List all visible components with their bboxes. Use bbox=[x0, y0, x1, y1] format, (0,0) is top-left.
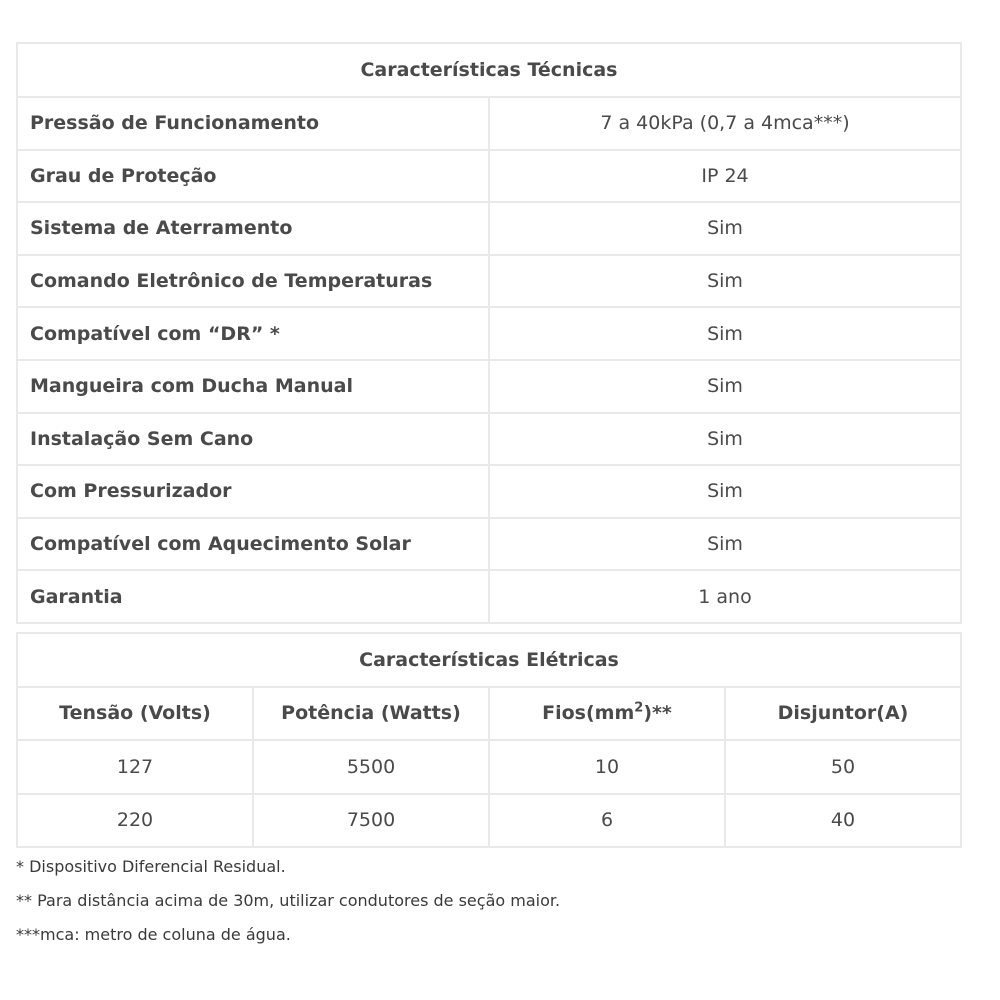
table-row bbox=[17, 307, 961, 360]
footnote-mca: ***mca: metro de coluna de água. bbox=[16, 925, 291, 944]
table-row bbox=[17, 255, 961, 308]
row-value: Sim bbox=[489, 307, 961, 360]
table-row bbox=[17, 465, 961, 518]
table-row bbox=[17, 97, 961, 150]
cell-fios: 6 bbox=[489, 794, 725, 848]
row-label: Sistema de Aterramento bbox=[17, 202, 489, 255]
row-value: 1 ano bbox=[489, 570, 961, 623]
fios-header-suffix: )** bbox=[643, 702, 672, 725]
cell-disjuntor: 40 bbox=[725, 794, 961, 848]
footnotes bbox=[16, 850, 560, 952]
column-header-fios bbox=[489, 687, 725, 741]
cell-potencia: 5500 bbox=[253, 740, 489, 794]
table-row bbox=[17, 150, 961, 203]
row-value: IP 24 bbox=[489, 150, 961, 203]
footnote-distance: ** Para distância acima de 30m, utilizar condutores de seção maior. bbox=[16, 891, 561, 910]
technical-characteristics-table bbox=[16, 42, 962, 624]
table-row bbox=[17, 202, 961, 255]
table-header-row bbox=[17, 633, 961, 687]
table-header-row bbox=[17, 43, 961, 97]
row-value: Sim bbox=[489, 255, 961, 308]
row-value: 7 a 40kPa (0,7 a 4mca***) bbox=[489, 97, 961, 150]
electrical-characteristics-table bbox=[16, 632, 962, 848]
column-header-disjuntor: Disjuntor(A) bbox=[725, 687, 961, 741]
row-label: Garantia bbox=[17, 570, 489, 623]
row-label: Comando Eletrônico de Temperaturas bbox=[17, 255, 489, 308]
row-label: Compatível com “DR” * bbox=[17, 307, 489, 360]
table-row bbox=[17, 740, 961, 794]
table-row bbox=[17, 570, 961, 623]
fios-header-superscript: 2 bbox=[634, 700, 644, 716]
row-value: Sim bbox=[489, 465, 961, 518]
table-row bbox=[17, 518, 961, 571]
row-label: Grau de Proteção bbox=[17, 150, 489, 203]
cell-tensao: 220 bbox=[17, 794, 253, 848]
column-header-row bbox=[17, 687, 961, 741]
table-row bbox=[17, 360, 961, 413]
row-label: Mangueira com Ducha Manual bbox=[17, 360, 489, 413]
column-header-tensao: Tensão (Volts) bbox=[17, 687, 253, 741]
table-row bbox=[17, 794, 961, 848]
row-label: Pressão de Funcionamento bbox=[17, 97, 489, 150]
table-row bbox=[17, 413, 961, 466]
cell-disjuntor: 50 bbox=[725, 740, 961, 794]
row-value: Sim bbox=[489, 202, 961, 255]
row-label: Compatível com Aquecimento Solar bbox=[17, 518, 489, 571]
row-value: Sim bbox=[489, 413, 961, 466]
fios-header-text: Fios(mm bbox=[542, 702, 635, 725]
row-value: Sim bbox=[489, 518, 961, 571]
row-label: Com Pressurizador bbox=[17, 465, 489, 518]
footnote-dr: * Dispositivo Diferencial Residual. bbox=[16, 857, 286, 876]
row-value: Sim bbox=[489, 360, 961, 413]
column-header-potencia: Potência (Watts) bbox=[253, 687, 489, 741]
cell-potencia: 7500 bbox=[253, 794, 489, 848]
elec-table-title: Características Elétricas bbox=[17, 633, 961, 687]
cell-tensao: 127 bbox=[17, 740, 253, 794]
tech-table-title: Características Técnicas bbox=[17, 43, 961, 97]
row-label: Instalação Sem Cano bbox=[17, 413, 489, 466]
cell-fios: 10 bbox=[489, 740, 725, 794]
